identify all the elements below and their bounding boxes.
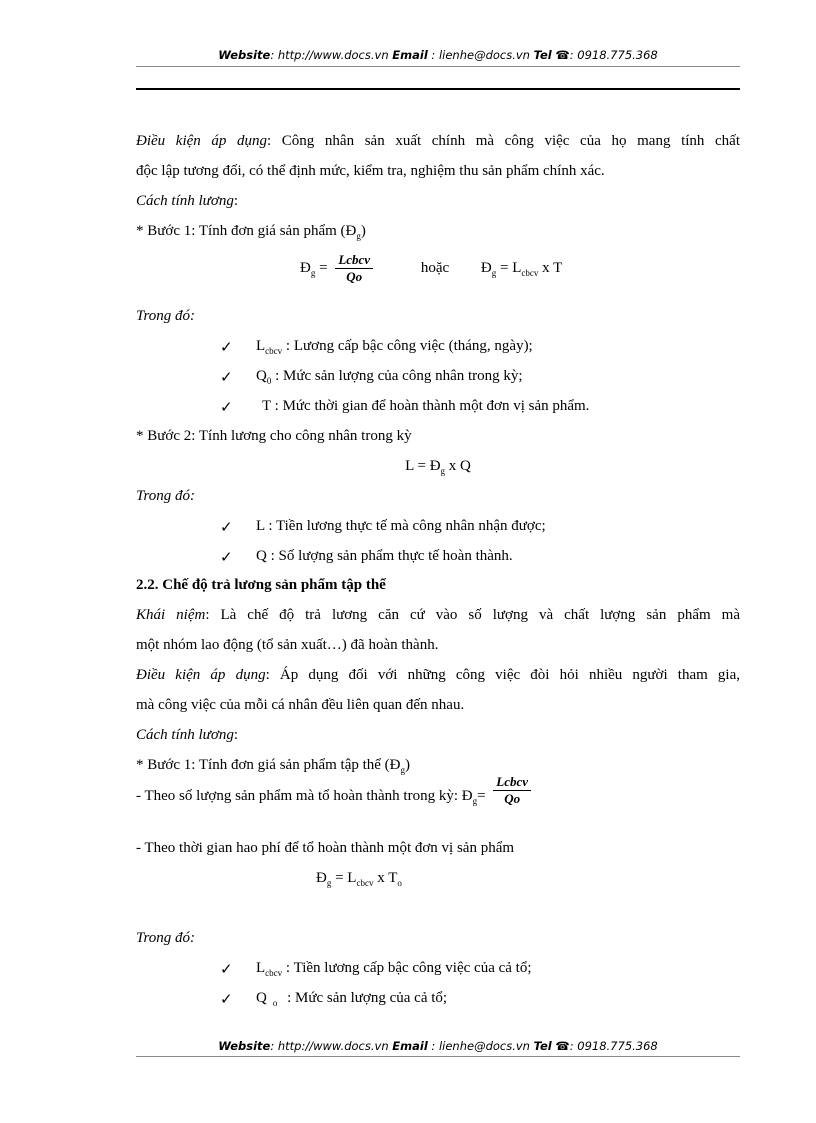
calc-label: Cách tính lương: xyxy=(136,193,239,209)
where-item: Q $_o$ : Mức sản lượng của cả tổ; xyxy=(256,990,448,1008)
where-item: L : Tiền lương thực tế mà công nhân nhận được; xyxy=(256,518,546,534)
where-item: Q : Số lượng sản phẩm thực tế hoàn thành. xyxy=(256,548,513,564)
formula-1: $Đ_g$ = $\frac{\text{Lcbcv}}{Qo}$ hoặc $Đ_g = L_{cbcv}$ x T xyxy=(300,252,563,284)
calc-label-2: Cách tính lương: xyxy=(136,727,239,743)
tel-label: Tel xyxy=(533,48,552,62)
email-value[interactable]: : lienhe@docs.vn xyxy=(431,48,530,62)
email-value[interactable]: : lienhe@docs.vn xyxy=(431,1039,530,1053)
theo-2: - Theo thời gian hao phí để tổ hoàn thành một đơn vị sản phẩm xyxy=(136,840,515,856)
where-label-2: Trong đó: xyxy=(136,488,196,504)
tel-label: Tel xyxy=(533,1039,552,1053)
check-icon: ✓ xyxy=(220,962,233,978)
footer-rule xyxy=(136,1056,740,1057)
website-label: Website xyxy=(218,48,271,62)
paragraph-condition-2-cont: mà công việc của mỗi cá nhân đều liên quan đến nhau. xyxy=(136,697,465,713)
where-item: $Q_0$ : Mức sản lượng của công nhân trong kỳ; xyxy=(256,368,523,386)
header-thick-rule xyxy=(136,88,740,90)
check-icon: ✓ xyxy=(220,370,233,386)
check-icon: ✓ xyxy=(220,992,233,1008)
check-icon: ✓ xyxy=(220,550,233,566)
where-label-3: Trong đó: xyxy=(136,930,196,946)
page-header xyxy=(136,48,740,62)
theo-1: - Theo số lượng sản phẩm mà tổ hoàn thành trong kỳ: $Đ_g=$ $\frac{\text{Lcbcv}}{Qo}$ xyxy=(136,786,535,807)
paragraph-concept-cont: một nhóm lao động (tổ sản xuất…) đã hoàn thành. xyxy=(136,637,439,653)
phone-icon: ☎ xyxy=(555,1039,570,1053)
page-footer xyxy=(136,1039,740,1053)
paragraph-concept: Khái niệm: Là chế độ trả lương căn cứ vào số lượng và chất lượng sản phẩm mà xyxy=(136,607,740,623)
formula-2: $L = Đ_g$ x Q xyxy=(405,458,471,476)
fraction: $\frac{\text{Lcbcv}}{Qo}$ xyxy=(335,252,373,285)
where-item: $L_{cbcv}$ : Lương cấp bậc công việc (tháng, ngày); xyxy=(256,338,533,356)
fraction: $\frac{\text{Lcbcv}}{Qo}$ xyxy=(493,774,531,807)
email-label: Email xyxy=(392,48,428,62)
step-1b: * Bước 1: Tính đơn giá sản phẩm tập thể $(Đ_g)$ xyxy=(136,757,411,775)
website-label: Website xyxy=(218,1039,271,1053)
step-2: * Bước 2: Tính lương cho công nhân trong kỳ xyxy=(136,428,412,444)
step-1: * Bước 1: Tính đơn giá sản phẩm $(Đ_g)$ xyxy=(136,223,366,241)
check-icon: ✓ xyxy=(220,520,233,536)
paragraph-condition-cont: độc lập tương đối, có thể định mức, kiểm tra, nghiệm thu sản phẩm chính xác. xyxy=(136,163,605,179)
website-url[interactable]: : http://www.docs.vn xyxy=(270,48,389,62)
email-label: Email xyxy=(392,1039,428,1053)
paragraph-condition-2: Điều kiện áp dụng: Áp dụng đối với những công việc đòi hỏi nhiều người tham gia, xyxy=(136,667,741,683)
section-heading: 2.2. Chế độ trả lương sản phẩm tập thể xyxy=(136,577,386,593)
formula-4: $Đ_g = L_{cbcv}$ x $T_o$ xyxy=(316,870,402,888)
where-item: $L_{cbcv}$ : Tiền lương cấp bậc công việc của cả tổ; xyxy=(256,960,532,978)
header-thin-rule xyxy=(136,66,740,67)
tel-value: : 0918.775.368 xyxy=(569,1039,658,1053)
tel-value: : 0918.775.368 xyxy=(569,48,658,62)
where-item: T : Mức thời gian để hoàn thành một đơn vị sản phẩm. xyxy=(262,398,590,414)
website-url[interactable]: : http://www.docs.vn xyxy=(270,1039,389,1053)
paragraph-condition: Điều kiện áp dụng: Công nhân sản xuất chính mà công việc của họ mang tính chất xyxy=(136,133,741,149)
where-label-1: Trong đó: xyxy=(136,308,196,324)
phone-icon: ☎ xyxy=(555,48,570,62)
check-icon: ✓ xyxy=(220,340,233,356)
check-icon: ✓ xyxy=(220,400,233,416)
